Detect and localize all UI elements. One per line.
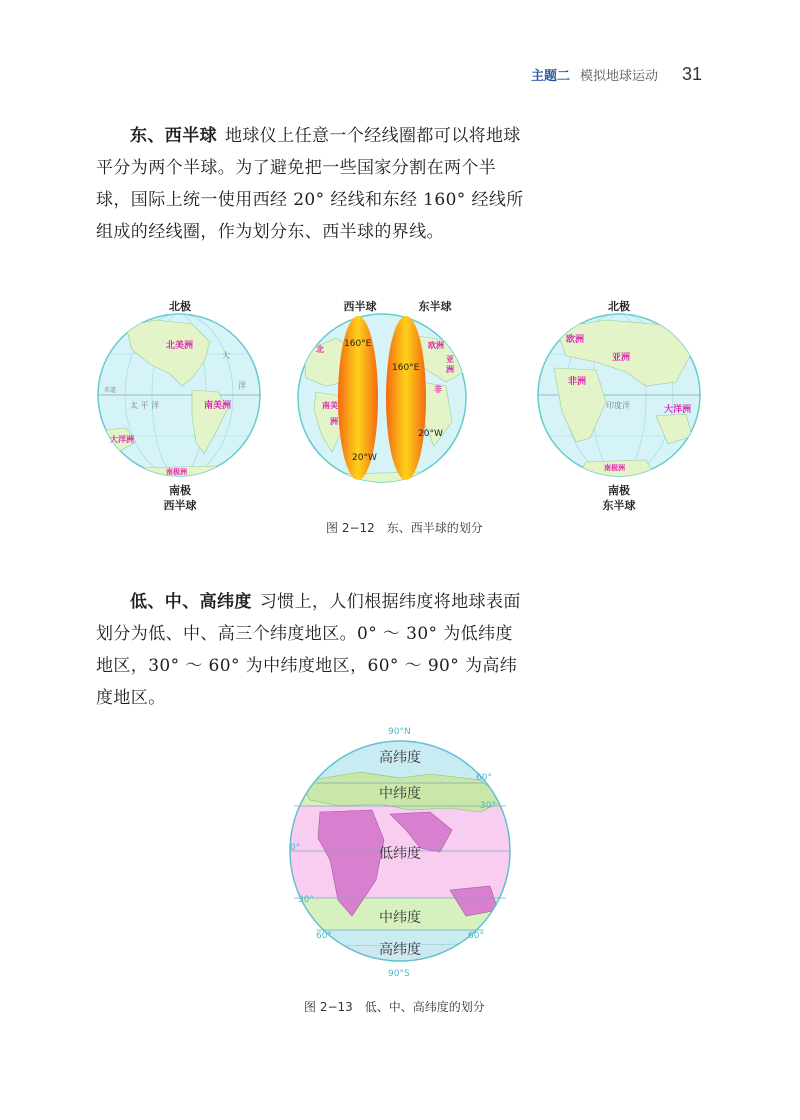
ocean-label-yang: 洋	[238, 381, 246, 390]
lat-60-north: 60°	[476, 773, 492, 783]
lat-90n: 90°N	[388, 727, 411, 737]
right-globe-hemisphere-label: 东半球	[602, 499, 636, 512]
left-globe-hemisphere-label: 西半球	[163, 499, 197, 512]
label-zhou-1: 洲	[330, 417, 338, 426]
label-antarctica: 南极洲	[166, 468, 187, 476]
lat-0: 0°	[290, 843, 301, 853]
eastern-half-segment	[386, 316, 426, 480]
label-north: 北	[316, 345, 324, 354]
ocean-label-indian: 印度洋	[606, 401, 630, 410]
label-south-america: 南美	[322, 401, 338, 410]
figure-2-12-caption: 图 2−12 东、西半球的划分	[326, 521, 483, 535]
paragraph-latitudes	[96, 586, 526, 714]
figure-2-13-caption: 图 2−13 低、中、高纬度的划分	[304, 1000, 485, 1014]
label-europe: 欧洲	[428, 341, 444, 350]
page-number: 31	[681, 63, 702, 84]
meridian-label-20w-west: 20°W	[352, 453, 377, 463]
label-zhou-2: 洲	[446, 365, 454, 374]
left-globe-north-label: 北极	[169, 300, 191, 313]
header-title: 模拟地球运动	[579, 68, 658, 84]
zone-mid-south: 中纬度	[379, 910, 421, 926]
zone-low: 低纬度	[379, 846, 421, 862]
label-north-america: 北美洲	[166, 341, 194, 351]
page-header	[531, 62, 702, 86]
paragraph-hemispheres	[96, 120, 526, 248]
label-asia: 亚洲	[612, 353, 631, 363]
lat-30-north: 30°	[480, 801, 496, 811]
zone-mid-north: 中纬度	[379, 786, 421, 802]
lat-30-south: 30°	[298, 895, 314, 905]
label-oceania: 大洋洲	[110, 435, 134, 444]
header-topic: 主题二	[530, 68, 570, 84]
ocean-label-da: 大	[222, 351, 230, 360]
term-hemispheres: 东、西半球	[130, 126, 217, 146]
label-europe: 欧洲	[566, 335, 585, 345]
center-west-label: 西半球	[343, 300, 377, 313]
right-globe-north-label: 北极	[608, 300, 630, 313]
paragraph-hemispheres-body: 地球仪上任意一个经线圈都可以将地球平分为两个半球。为了避免把一些国家分割在两个半球，国际上统一使用西经 20° 经线和东经 160° 经线所组成的经线圈，作为划分东、西半球的界线。	[96, 126, 524, 242]
lat-60-south-right: 60°	[468, 931, 484, 941]
label-africa: 非洲	[568, 377, 587, 387]
center-east-label: 东半球	[418, 300, 452, 313]
lat-60-south: 60°	[316, 931, 332, 941]
lat-90s: 90°S	[388, 969, 410, 979]
left-globe-south-label: 南极	[169, 484, 191, 497]
ocean-label-pacific: 太 平 洋	[130, 401, 160, 410]
label-antarctica: 南极洲	[604, 464, 625, 472]
meridian-label-160e-west: 160°E	[344, 339, 372, 349]
label-asia: 亚	[446, 355, 454, 364]
term-latitudes: 低、中、高纬度	[130, 592, 252, 612]
latitude-zones-globe	[280, 720, 520, 982]
right-globe-south-label: 南极	[608, 484, 630, 497]
zone-high-north: 高纬度	[379, 750, 421, 766]
equator-label: 赤道	[104, 387, 117, 394]
label-africa: 非	[434, 385, 442, 394]
label-oceania: 大洋洲	[664, 405, 692, 415]
meridian-label-20w-east: 20°W	[418, 429, 443, 439]
label-south-america: 南美洲	[204, 401, 232, 411]
eastern-hemisphere-globe	[536, 312, 702, 478]
paragraph-latitudes-body: 习惯上，人们根据纬度将地球表面划分为低、中、高三个纬度地区。0° ～ 30° 为低纬度地区，30° ～ 60° 为中纬度地区，60° ～ 90° 为高纬度地区。	[96, 592, 521, 708]
western-hemisphere-globe	[96, 312, 262, 478]
zone-high-south: 高纬度	[379, 942, 421, 958]
divided-globe	[296, 312, 468, 484]
meridian-label-160e-east: 160°E	[392, 363, 420, 373]
